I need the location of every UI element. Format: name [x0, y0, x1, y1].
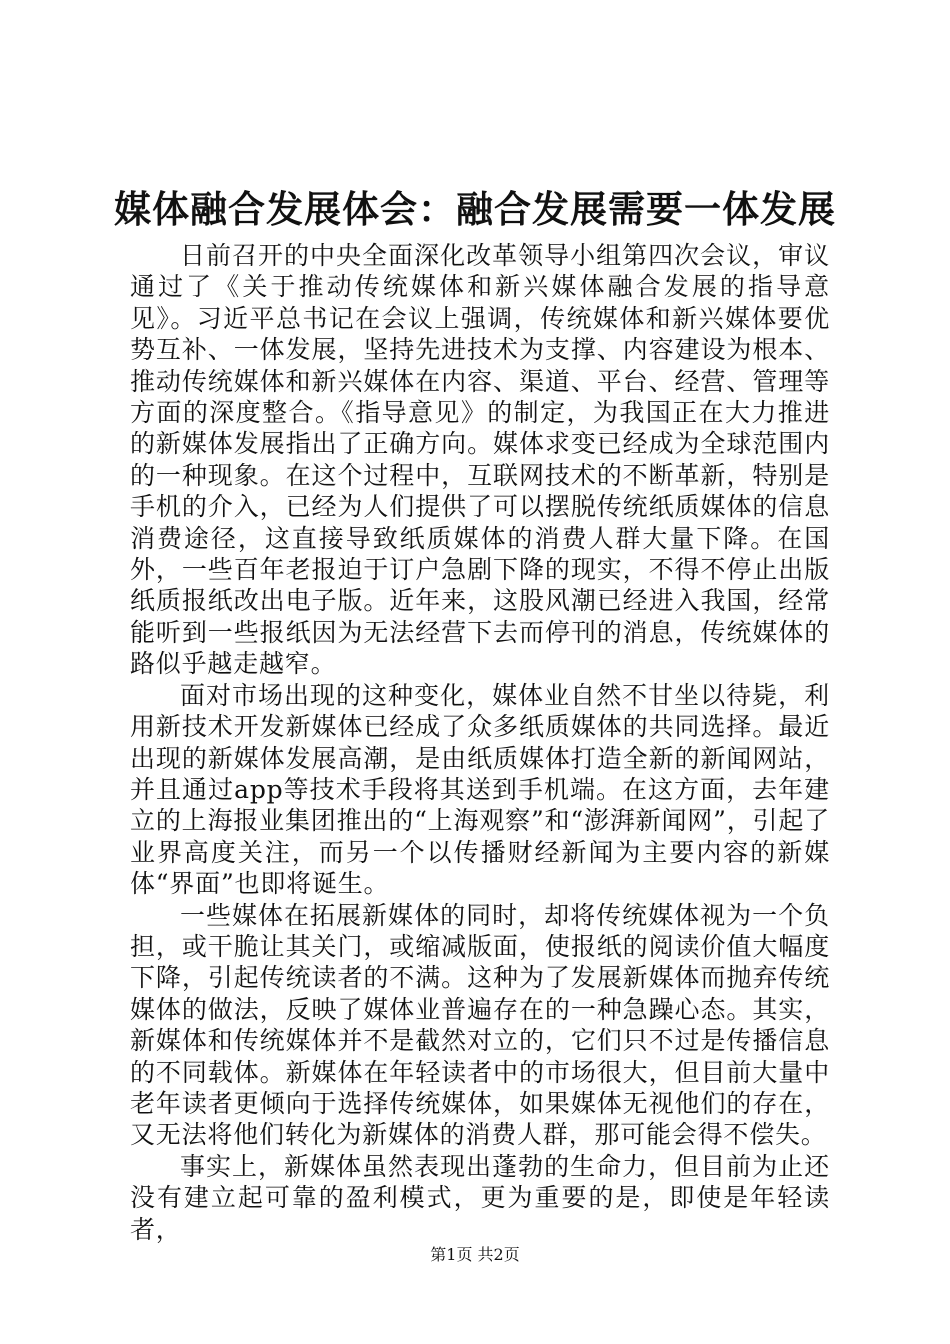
document-body	[130, 240, 830, 1245]
paragraph: 面对市场出现的这种变化，媒体业自然不甘坐以待毙，利用新技术开发新媒体已经成了众多纸质媒体的共同选择。最近出现的新媒体发展高潮，是由纸质媒体打造全新的新闻网站，并且通过app等技术手段将其送到手机端。在这方面，去年建立的上海报业集团推出的“上海观察”和“澎湃新闻网”，引起了业界高度关注，而另一个以传播财经新闻为主要内容的新媒体“界面”也即将诞生。	[130, 680, 830, 899]
paragraph: 日前召开的中央全面深化改革领导小组第四次会议，审议通过了《关于推动传统媒体和新兴媒体融合发展的指导意见》。习近平总书记在会议上强调，传统媒体和新兴媒体要优势互补、一体发展，坚持先进技术为支撑、内容建设为根本、推动传统媒体和新兴媒体在内容、渠道、平台、经营、管理等方面的深度整合。《指导意见》的制定，为我国正在大力推进的新媒体发展指出了正确方向。媒体求变已经成为全球范围内的一种现象。在这个过程中，互联网技术的不断革新，特别是手机的介入，已经为人们提供了可以摆脱传统纸质媒体的信息消费途径，这直接导致纸质媒体的消费人群大量下降。在国外，一些百年老报迫于订户急剧下降的现实，不得不停止出版纸质报纸改出电子版。近年来，这股风潮已经进入我国，经常能听到一些报纸因为无法经营下去而停刊的消息，传统媒体的路似乎越走越窄。	[130, 241, 830, 679]
document-title: 媒体融合发展体会：融合发展需要一体发展	[114, 188, 836, 231]
paragraph: 事实上，新媒体虽然表现出蓬勃的生命力，但目前为止还没有建立起可靠的盈利模式，更为重要的是，即使是年轻读者，	[130, 1151, 830, 1244]
paragraph: 一些媒体在拓展新媒体的同时，却将传统媒体视为一个负担，或干脆让其关门，或缩减版面，使报纸的阅读价值大幅度下降，引起传统读者的不满。这种为了发展新媒体而抛弃传统媒体的做法，反映了媒体业普遍存在的一种急躁心态。其实，新媒体和传统媒体并不是截然对立的，它们只不过是传播信息的不同载体。新媒体在年轻读者中的市场很大，但目前大量中老年读者更倾向于选择传统媒体，如果媒体无视他们的存在，又无法将他们转化为新媒体的消费人群，那可能会得不偿失。	[130, 900, 830, 1150]
page-footer: 第1页 共2页	[430, 1245, 520, 1264]
